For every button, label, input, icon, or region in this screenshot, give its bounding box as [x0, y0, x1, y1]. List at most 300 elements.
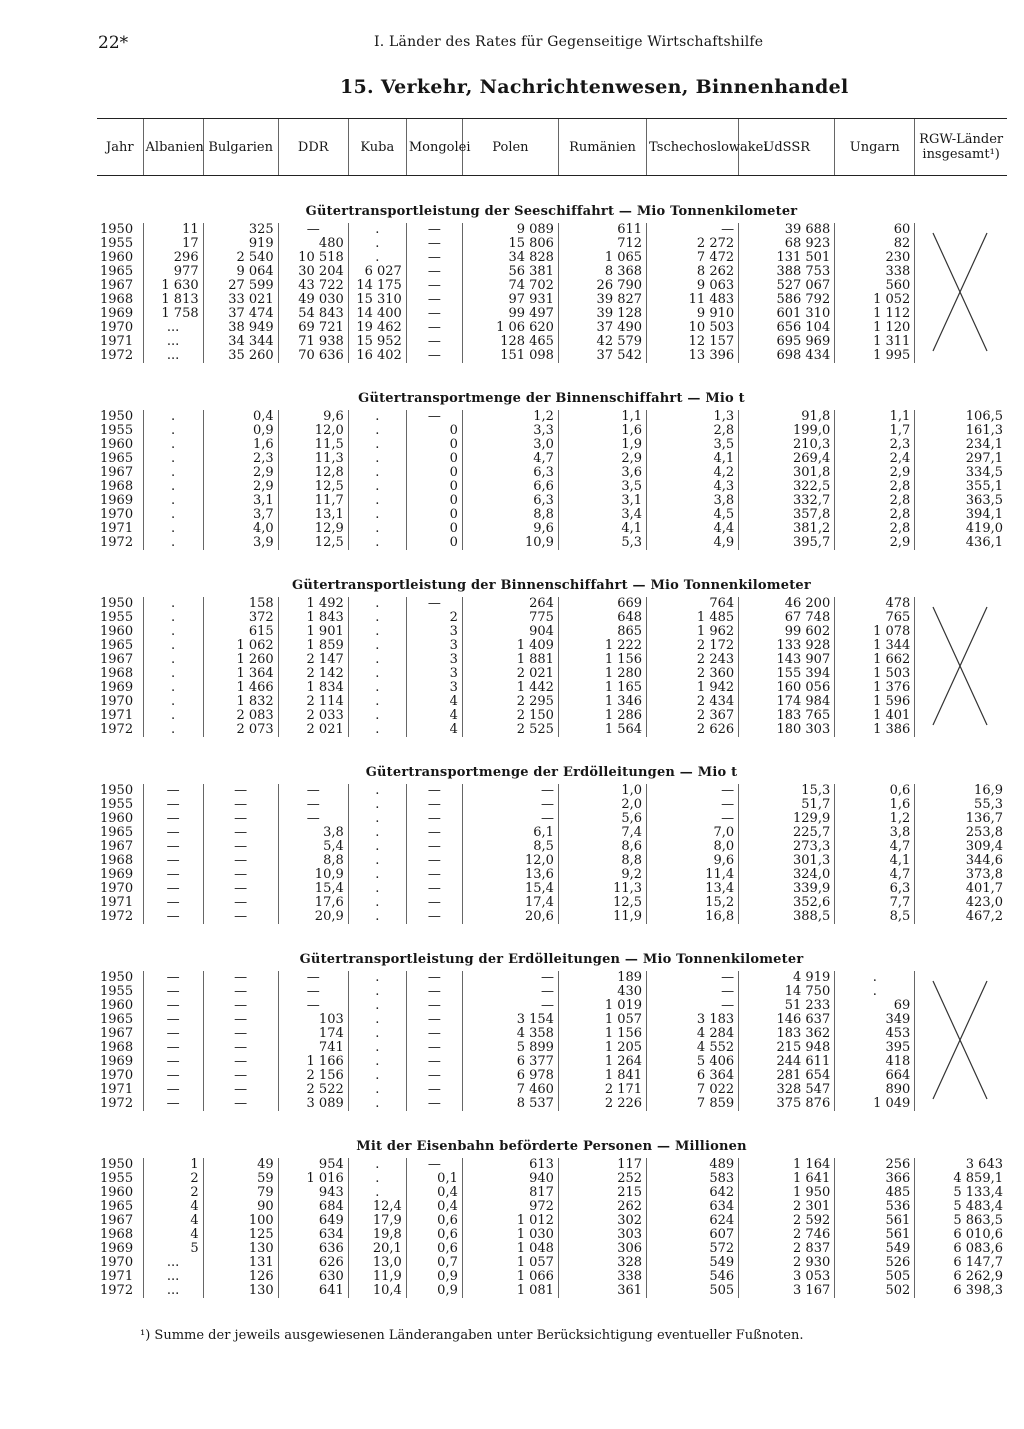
- value-cell: .: [348, 667, 406, 681]
- value-cell: 489: [647, 1158, 739, 1172]
- table-row: [97, 639, 1007, 653]
- value-cell: —: [406, 999, 462, 1013]
- value-cell: 1 466: [203, 681, 278, 695]
- value-cell: .: [835, 971, 915, 985]
- value-cell: 74 702: [462, 279, 558, 293]
- table-row: [97, 1270, 1007, 1284]
- value-cell: 2,8: [647, 424, 739, 438]
- column-header: Mongolei: [406, 119, 462, 176]
- value-cell: 71 938: [278, 335, 348, 349]
- value-cell: 388 753: [739, 265, 835, 279]
- value-cell: 146 637: [739, 1013, 835, 1027]
- value-cell: 230: [835, 251, 915, 265]
- table-row: [97, 265, 1007, 279]
- value-cell: 549: [647, 1256, 739, 1270]
- value-cell: 817: [462, 1186, 558, 1200]
- value-cell: 0: [406, 452, 462, 466]
- value-cell: 1 062: [203, 639, 278, 653]
- header-row: [97, 119, 1007, 176]
- year-cell: 1968: [100, 853, 134, 869]
- value-cell: 3,1: [558, 494, 646, 508]
- value-cell: .: [348, 611, 406, 625]
- value-cell: 8,0: [647, 840, 739, 854]
- value-cell: 395: [835, 1041, 915, 1055]
- year-cell: 1955: [100, 984, 134, 1000]
- value-cell: 7,7: [835, 896, 915, 910]
- table-row: [97, 695, 1007, 709]
- value-cell: 7 472: [647, 251, 739, 265]
- year-cell: 1965: [100, 825, 134, 841]
- column-header: Jahr: [97, 119, 143, 176]
- value-cell: 698 434: [739, 349, 835, 363]
- value-cell: —: [647, 971, 739, 985]
- value-cell: 9,6: [278, 410, 348, 424]
- section-title: Gütertransportleistung der Erdölleitungen — Mio Tonnenkilometer: [299, 951, 804, 967]
- value-cell: 256: [835, 1158, 915, 1172]
- value-cell: 1 016: [278, 1172, 348, 1186]
- table-row: [97, 1083, 1007, 1097]
- table-row: [97, 237, 1007, 251]
- value-cell: 301,3: [739, 854, 835, 868]
- value-cell: —: [143, 840, 203, 854]
- value-cell: .: [143, 522, 203, 536]
- value-cell: 210,3: [739, 438, 835, 452]
- value-cell: 14 175: [348, 279, 406, 293]
- value-cell: 2 156: [278, 1069, 348, 1083]
- value-cell: 0: [406, 522, 462, 536]
- value-cell: 131 501: [739, 251, 835, 265]
- value-cell: 2 746: [739, 1228, 835, 1242]
- value-cell: .: [348, 826, 406, 840]
- value-cell: 381,2: [739, 522, 835, 536]
- value-cell: 3,8: [647, 494, 739, 508]
- value-cell: 13,1: [278, 508, 348, 522]
- value-cell: .: [143, 424, 203, 438]
- value-cell: 4: [143, 1228, 203, 1242]
- value-cell: 1 758: [143, 307, 203, 321]
- column-header: Ungarn: [835, 119, 915, 176]
- value-cell: —: [406, 321, 462, 335]
- value-cell: —: [203, 854, 278, 868]
- table-row: [97, 723, 1007, 737]
- value-cell: .: [348, 639, 406, 653]
- value-cell: 1 052: [835, 293, 915, 307]
- value-cell: 2 142: [278, 667, 348, 681]
- year-cell: 1967: [100, 278, 134, 294]
- year-cell: 1955: [100, 1171, 134, 1187]
- value-cell: ...: [143, 321, 203, 335]
- value-cell: 0,4: [203, 410, 278, 424]
- value-cell: 15 952: [348, 335, 406, 349]
- value-cell: 1 049: [835, 1097, 915, 1111]
- not-applicable-cross: [915, 597, 1007, 737]
- table-row: [97, 1228, 1007, 1242]
- value-cell: 1 962: [647, 625, 739, 639]
- table-row: [97, 681, 1007, 695]
- year-cell: 1960: [100, 998, 134, 1014]
- value-cell: 4 552: [647, 1041, 739, 1055]
- value-cell: .: [143, 723, 203, 737]
- value-cell: 546: [647, 1270, 739, 1284]
- value-cell: 42 579: [558, 335, 646, 349]
- value-cell: 1,2: [835, 812, 915, 826]
- table-row: [97, 349, 1007, 363]
- table-row: [97, 522, 1007, 536]
- table-row: [97, 1186, 1007, 1200]
- value-cell: —: [203, 971, 278, 985]
- value-cell: 90: [203, 1200, 278, 1214]
- value-cell: 309,4: [915, 840, 1007, 854]
- value-cell: .: [348, 999, 406, 1013]
- value-cell: 183 362: [739, 1027, 835, 1041]
- value-cell: 0,6: [406, 1242, 462, 1256]
- value-cell: 2,8: [835, 494, 915, 508]
- value-cell: 1 834: [278, 681, 348, 695]
- section-heading-row: [97, 176, 1007, 224]
- value-cell: —: [203, 985, 278, 999]
- value-cell: 2 367: [647, 709, 739, 723]
- table-title: 15. Verkehr, Nachrichtenwesen, Binnenhandel: [340, 76, 849, 98]
- table-row: [97, 508, 1007, 522]
- value-cell: 3 089: [278, 1097, 348, 1111]
- value-cell: 865: [558, 625, 646, 639]
- value-cell: 5 483,4: [915, 1200, 1007, 1214]
- value-cell: 10,9: [462, 536, 558, 550]
- year-cell: 1955: [100, 797, 134, 813]
- value-cell: 49: [203, 1158, 278, 1172]
- value-cell: —: [203, 784, 278, 798]
- value-cell: 5: [143, 1242, 203, 1256]
- value-cell: .: [143, 494, 203, 508]
- value-cell: 7 859: [647, 1097, 739, 1111]
- value-cell: 14 750: [739, 985, 835, 999]
- year-cell: 1965: [100, 1199, 134, 1215]
- value-cell: 2 540: [203, 251, 278, 265]
- value-cell: 2 360: [647, 667, 739, 681]
- value-cell: 904: [462, 625, 558, 639]
- value-cell: —: [647, 798, 739, 812]
- value-cell: —: [203, 840, 278, 854]
- value-cell: .: [143, 611, 203, 625]
- value-cell: 11,3: [558, 882, 646, 896]
- year-cell: 1969: [100, 306, 134, 322]
- value-cell: —: [406, 597, 462, 611]
- value-cell: 648: [558, 611, 646, 625]
- value-cell: 0,7: [406, 1256, 462, 1270]
- value-cell: —: [647, 985, 739, 999]
- value-cell: 1,9: [558, 438, 646, 452]
- year-cell: 1965: [100, 451, 134, 467]
- value-cell: 9,2: [558, 868, 646, 882]
- value-cell: 4 859,1: [915, 1172, 1007, 1186]
- value-cell: 1 057: [558, 1013, 646, 1027]
- table-row: [97, 1041, 1007, 1055]
- value-cell: 1 995: [835, 349, 915, 363]
- value-cell: 401,7: [915, 882, 1007, 896]
- value-cell: 30 204: [278, 265, 348, 279]
- value-cell: 4,1: [558, 522, 646, 536]
- value-cell: —: [406, 798, 462, 812]
- value-cell: .: [348, 536, 406, 550]
- value-cell: 4,5: [647, 508, 739, 522]
- value-cell: 1 344: [835, 639, 915, 653]
- value-cell: 1 630: [143, 279, 203, 293]
- value-cell: 601 310: [739, 307, 835, 321]
- column-header: Kuba: [348, 119, 406, 176]
- year-cell: 1971: [100, 334, 134, 350]
- value-cell: 436,1: [915, 536, 1007, 550]
- value-cell: 130: [203, 1284, 278, 1298]
- value-cell: —: [406, 279, 462, 293]
- value-cell: 1 832: [203, 695, 278, 709]
- value-cell: 281 654: [739, 1069, 835, 1083]
- value-cell: 2 150: [462, 709, 558, 723]
- value-cell: —: [406, 1083, 462, 1097]
- value-cell: 1 564: [558, 723, 646, 737]
- value-cell: .: [143, 653, 203, 667]
- value-cell: —: [406, 826, 462, 840]
- value-cell: 0: [406, 424, 462, 438]
- value-cell: 1 078: [835, 625, 915, 639]
- year-cell: 1968: [100, 292, 134, 308]
- value-cell: .: [143, 480, 203, 494]
- value-cell: —: [203, 1097, 278, 1111]
- value-cell: 363,5: [915, 494, 1007, 508]
- value-cell: 505: [835, 1270, 915, 1284]
- value-cell: 34 828: [462, 251, 558, 265]
- section-title: Gütertransportmenge der Erdölleitungen — Mio t: [365, 764, 738, 780]
- value-cell: 712: [558, 237, 646, 251]
- value-cell: 82: [835, 237, 915, 251]
- value-cell: .: [348, 1013, 406, 1027]
- section-title: Gütertransportleistung der Binnenschiffahrt — Mio Tonnenkilometer: [292, 577, 811, 593]
- value-cell: 890: [835, 1083, 915, 1097]
- value-cell: —: [143, 1027, 203, 1041]
- value-cell: .: [348, 625, 406, 639]
- value-cell: 14 400: [348, 307, 406, 321]
- year-cell: 1970: [100, 1068, 134, 1084]
- value-cell: —: [203, 798, 278, 812]
- value-cell: 615: [203, 625, 278, 639]
- value-cell: —: [203, 868, 278, 882]
- value-cell: 1 346: [558, 695, 646, 709]
- value-cell: 19 462: [348, 321, 406, 335]
- value-cell: 324,0: [739, 868, 835, 882]
- value-cell: 133 928: [739, 639, 835, 653]
- table-body: [97, 176, 1007, 1299]
- value-cell: 1 156: [558, 653, 646, 667]
- value-cell: 1 222: [558, 639, 646, 653]
- value-cell: 15 310: [348, 293, 406, 307]
- value-cell: .: [348, 868, 406, 882]
- value-cell: 60: [835, 223, 915, 237]
- year-cell: 1960: [100, 624, 134, 640]
- value-cell: 1 280: [558, 667, 646, 681]
- value-cell: 418: [835, 1055, 915, 1069]
- value-cell: —: [143, 971, 203, 985]
- value-cell: 1,0: [558, 784, 646, 798]
- value-cell: 99 602: [739, 625, 835, 639]
- table-row: [97, 1013, 1007, 1027]
- year-cell: 1967: [100, 652, 134, 668]
- value-cell: 17: [143, 237, 203, 251]
- value-cell: 11,4: [647, 868, 739, 882]
- value-cell: —: [462, 999, 558, 1013]
- value-cell: 296: [143, 251, 203, 265]
- value-cell: 977: [143, 265, 203, 279]
- column-header: Rumänien: [558, 119, 646, 176]
- value-cell: 6 377: [462, 1055, 558, 1069]
- value-cell: 2,9: [558, 452, 646, 466]
- value-cell: 1 081: [462, 1284, 558, 1298]
- value-cell: 8,6: [558, 840, 646, 854]
- value-cell: 4,4: [647, 522, 739, 536]
- value-cell: 234,1: [915, 438, 1007, 452]
- value-cell: 502: [835, 1284, 915, 1298]
- table-row: [97, 882, 1007, 896]
- value-cell: —: [143, 1041, 203, 1055]
- value-cell: 1 386: [835, 723, 915, 737]
- value-cell: —: [406, 868, 462, 882]
- value-cell: —: [203, 1083, 278, 1097]
- value-cell: —: [406, 265, 462, 279]
- table-row: [97, 812, 1007, 826]
- value-cell: 15,3: [739, 784, 835, 798]
- value-cell: 19,8: [348, 1228, 406, 1242]
- section-title: Mit der Eisenbahn beförderte Personen — Millionen: [356, 1138, 747, 1154]
- year-cell: 1970: [100, 694, 134, 710]
- value-cell: 2 272: [647, 237, 739, 251]
- table-row: [97, 1097, 1007, 1111]
- value-cell: 656 104: [739, 321, 835, 335]
- value-cell: 2 522: [278, 1083, 348, 1097]
- value-cell: 51,7: [739, 798, 835, 812]
- value-cell: ...: [143, 1256, 203, 1270]
- value-cell: 1,7: [835, 424, 915, 438]
- value-cell: 626: [278, 1256, 348, 1270]
- value-cell: .: [348, 466, 406, 480]
- value-cell: 0: [406, 508, 462, 522]
- value-cell: 6 398,3: [915, 1284, 1007, 1298]
- value-cell: 5,6: [558, 812, 646, 826]
- value-cell: 2 147: [278, 653, 348, 667]
- value-cell: 1 264: [558, 1055, 646, 1069]
- value-cell: 12,0: [462, 854, 558, 868]
- value-cell: 349: [835, 1013, 915, 1027]
- value-cell: —: [647, 223, 739, 237]
- value-cell: 7,4: [558, 826, 646, 840]
- value-cell: 3 643: [915, 1158, 1007, 1172]
- value-cell: 4,2: [647, 466, 739, 480]
- value-cell: 39 688: [739, 223, 835, 237]
- value-cell: 174 984: [739, 695, 835, 709]
- value-cell: 37 490: [558, 321, 646, 335]
- value-cell: 3,5: [647, 438, 739, 452]
- value-cell: —: [406, 840, 462, 854]
- value-cell: 262: [558, 1200, 646, 1214]
- value-cell: —: [203, 1069, 278, 1083]
- value-cell: —: [143, 1097, 203, 1111]
- value-cell: 16,8: [647, 910, 739, 924]
- section-title: Gütertransportleistung der Seeschiffahrt — Mio Tonnenkilometer: [305, 203, 798, 219]
- value-cell: 5 406: [647, 1055, 739, 1069]
- value-cell: 2,9: [203, 466, 278, 480]
- year-cell: 1968: [100, 1040, 134, 1056]
- value-cell: .: [348, 410, 406, 424]
- value-cell: 12,8: [278, 466, 348, 480]
- value-cell: 954: [278, 1158, 348, 1172]
- value-cell: .: [143, 625, 203, 639]
- value-cell: —: [143, 1083, 203, 1097]
- value-cell: 6 978: [462, 1069, 558, 1083]
- value-cell: —: [647, 812, 739, 826]
- value-cell: —: [143, 1069, 203, 1083]
- value-cell: 35 260: [203, 349, 278, 363]
- year-cell: 1969: [100, 680, 134, 696]
- value-cell: —: [203, 812, 278, 826]
- table-row: [97, 494, 1007, 508]
- year-cell: 1971: [100, 1269, 134, 1285]
- value-cell: —: [406, 971, 462, 985]
- value-cell: .: [348, 1027, 406, 1041]
- value-cell: —: [143, 910, 203, 924]
- value-cell: 303: [558, 1228, 646, 1242]
- value-cell: 99 497: [462, 307, 558, 321]
- value-cell: 9 064: [203, 265, 278, 279]
- value-cell: —: [143, 1013, 203, 1027]
- year-cell: 1950: [100, 970, 134, 986]
- value-cell: 106,5: [915, 410, 1007, 424]
- value-cell: 2: [143, 1172, 203, 1186]
- value-cell: 51 233: [739, 999, 835, 1013]
- value-cell: .: [143, 709, 203, 723]
- value-cell: .: [348, 1069, 406, 1083]
- page-number: 22*: [98, 33, 129, 53]
- value-cell: 7,0: [647, 826, 739, 840]
- value-cell: —: [406, 1069, 462, 1083]
- table-row: [97, 826, 1007, 840]
- value-cell: 1 841: [558, 1069, 646, 1083]
- value-cell: 3,3: [462, 424, 558, 438]
- table-row: [97, 1242, 1007, 1256]
- value-cell: 1,2: [462, 410, 558, 424]
- section-heading-row: [97, 1111, 1007, 1158]
- value-cell: .: [348, 681, 406, 695]
- value-cell: 5 863,5: [915, 1214, 1007, 1228]
- value-cell: 4 358: [462, 1027, 558, 1041]
- value-cell: 20,9: [278, 910, 348, 924]
- value-cell: 1 112: [835, 307, 915, 321]
- value-cell: —: [278, 985, 348, 999]
- value-cell: 940: [462, 1172, 558, 1186]
- value-cell: 59: [203, 1172, 278, 1186]
- value-cell: 15,4: [462, 882, 558, 896]
- value-cell: .: [348, 798, 406, 812]
- value-cell: 322,5: [739, 480, 835, 494]
- value-cell: 1 019: [558, 999, 646, 1013]
- value-cell: 775: [462, 611, 558, 625]
- value-cell: 1 156: [558, 1027, 646, 1041]
- table-row: [97, 840, 1007, 854]
- value-cell: 17,9: [348, 1214, 406, 1228]
- value-cell: 361: [558, 1284, 646, 1298]
- value-cell: 4,7: [462, 452, 558, 466]
- value-cell: 3,7: [203, 508, 278, 522]
- year-cell: 1970: [100, 1255, 134, 1271]
- column-header: Polen: [462, 119, 558, 176]
- not-applicable-cross: [915, 223, 1007, 363]
- table-row: [97, 854, 1007, 868]
